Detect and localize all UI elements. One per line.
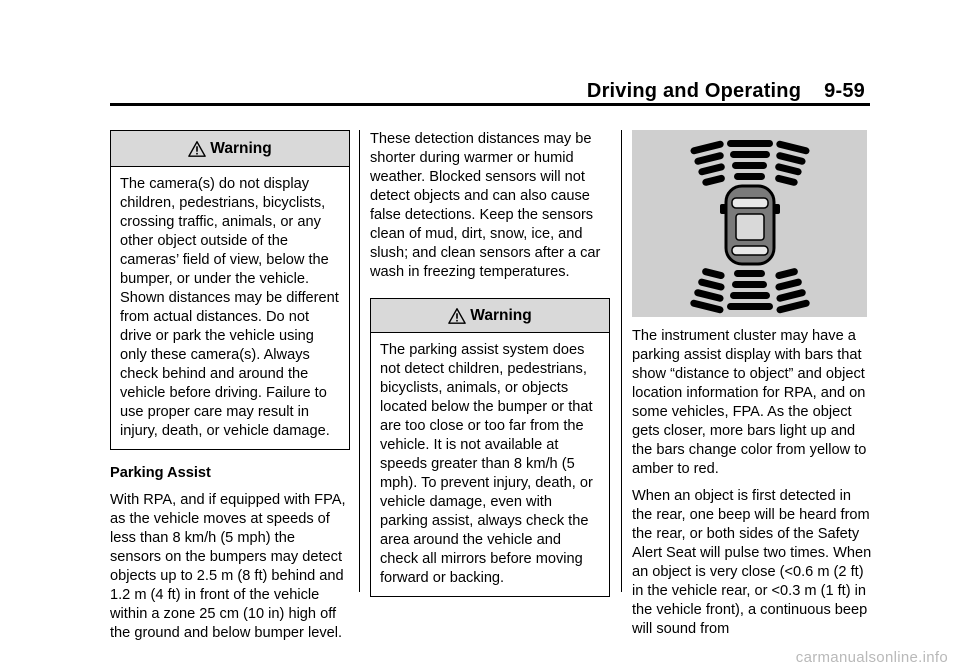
- paragraph-instrument-cluster: The instrument cluster may have a parking assist display with bars that show “distance to object” and object location information for RPA, and on some vehicles, FPA. As the object gets closer, more bars light up and the bars change color from yellow to amber to red.: [632, 328, 867, 477]
- rear-sensor-bars: [690, 267, 811, 314]
- paragraph-object-detected: When an object is first detected in the rear, one beep will be heard from the rear, or both sides of the Safety Alert Seat will pulse two times. When an object is very close (<0.6 m (2 ft) in the vehicle rear, or <0.3 m (1 ft) in the vehicle front), a continuous beep will sound from: [632, 488, 872, 637]
- warning-header: [371, 299, 609, 333]
- warning-body: The camera(s) do not display children, pedestrians, bicyclists, crossing traffic, animals, or any other object outside of the cameras’ field of view, below the bumper, or under the vehicle. Shown distances may be different from actual distances. Do not drive or park the vehicle using only these camera(s). Always check behind and around the vehicle before driving. Failure to use proper care may result in injury, death, or vehicle damage.: [120, 176, 339, 439]
- column-1: [110, 130, 350, 651]
- warning-body: The parking assist system does not detect children, pedestrians, bicyclists, animals, or objects located below the bumper or that are too close or too far from the vehicle. It is not available at speeds greater than 8 km/h (5 mph). To prevent injury, death, or vehicle damage, even with parking assist, always check the area around the vehicle and check all mirrors before moving forward or backing.: [380, 342, 593, 586]
- front-sensor-bars: [690, 140, 810, 187]
- column-3: [632, 130, 872, 647]
- warning-title: Warning: [210, 140, 272, 157]
- car-body: [720, 186, 780, 264]
- page-title: Driving and Operating 9-59: [586, 80, 865, 102]
- paragraph-parking-assist: With RPA, and if equipped with FPA, as the vehicle moves at speeds of less than 8 km/h (5 mph) the sensors on the bumpers may detect objects up to 2.5 m (8 ft) behind and 1.2 m (4 ft) in front of the vehicle within a zone 25 cm (10 in) high off the ground and below bumper level.: [110, 492, 346, 641]
- paragraph-detection-distances: These detection distances may be shorter during warmer or humid weather. Blocked sensors will not detect objects and can also cause false detections. Keep the sensors clean of mud, dirt, snow, ice, and slush; and clean sensors after a car wash in freezing temperatures.: [370, 131, 601, 280]
- warning-box-parking-assist: [370, 298, 610, 597]
- column-2: [370, 130, 610, 597]
- warning-header: [111, 131, 349, 167]
- header-rule: [110, 103, 870, 106]
- column-divider-right: [621, 130, 622, 592]
- warning-title: Warning: [470, 307, 532, 324]
- column-divider-left: [359, 130, 360, 592]
- warning-triangle-icon: [188, 140, 206, 158]
- watermark: carmanualsonline.info: [795, 649, 948, 666]
- section-heading-parking-assist: Parking Assist: [110, 465, 211, 481]
- parking-assist-diagram: [632, 130, 867, 317]
- car-top-view-icon: [632, 130, 867, 317]
- warning-triangle-icon: [448, 307, 466, 325]
- warning-box-camera: [110, 130, 350, 450]
